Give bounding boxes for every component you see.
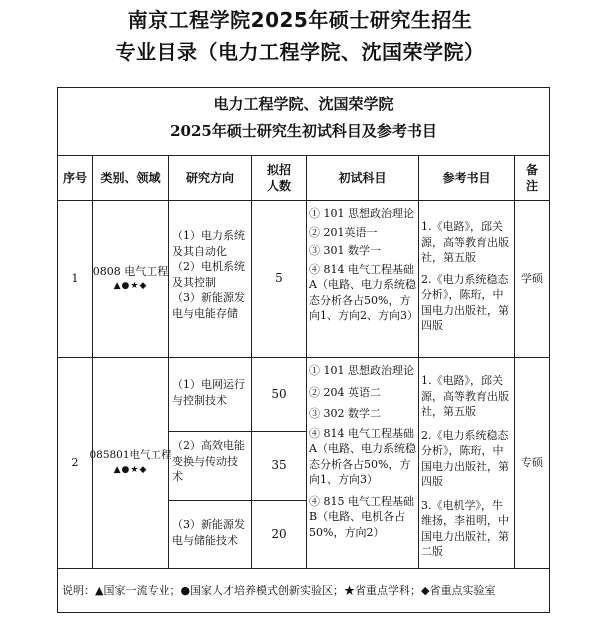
row2-exam-5: ④ 815 电气工程基础B（电路、电机各占50%，方向2）: [309, 494, 414, 539]
header-quota: [252, 156, 306, 200]
row2-seq: 2: [71, 456, 79, 470]
row2-category: [89, 358, 172, 568]
row2-book-1: 1.《电路》，邱关源，高等教育出版社，第五版: [421, 374, 509, 418]
row2-note: 专硕: [521, 456, 543, 470]
row2-exam-4: ④ 814 电气工程基础A（电路、电力系统稳态分析各占50%，方向1、方向3）: [309, 426, 416, 486]
row1-quota: 5: [275, 271, 283, 286]
header-direction: 研究方向: [185, 171, 234, 185]
row1-exams: [309, 206, 416, 324]
row2-category-symbols: ▲●★◆: [113, 465, 148, 475]
row1-direction-2: （2）电机系统及其控制: [172, 260, 245, 289]
row2-book-2: 2.《电力系统稳态分析》，陈珩，中国电力出版社，第四版: [421, 428, 509, 488]
table-heading-line1: 电力工程学院、沈国荣学院: [213, 95, 394, 113]
row1-direction-1: （1）电力系统及其自动化: [172, 229, 245, 258]
row2-exam-2: ② 204 英语二: [309, 385, 381, 399]
row1-note: 学硕: [521, 272, 543, 286]
header-books: 参考书目: [442, 171, 491, 185]
header-note: [515, 156, 549, 200]
row1-seq: 1: [71, 272, 79, 286]
header-note-line2: 注: [525, 179, 538, 193]
row1-book-2: 2.《电力系统稳态分析》，陈珩，中国电力出版社，第四版: [421, 272, 509, 332]
header-quota-line2: 人数: [266, 179, 291, 193]
header-category: 类别、领域: [100, 171, 161, 185]
row1-exam-2: ② 201英语一: [309, 225, 378, 239]
row2-quota-2: 35: [271, 458, 287, 473]
row1-exam-1: ① 101 思想政治理论: [309, 207, 414, 220]
header-quota-line1: 拟招: [266, 163, 291, 177]
col-line-5: [418, 155, 419, 568]
row1-category-symbols: ▲●★◆: [113, 281, 148, 291]
col-line-2: [168, 155, 169, 568]
row2-direction-1: （1）电网运行与控制技术: [172, 378, 245, 407]
row1-exam-4: ④ 814 电气工程基础A（电路、电力系统稳态分析各占50%，方向1、方向2、方向3）: [309, 262, 418, 322]
row1-direction-3: （3）新能源发电与电能存储: [172, 291, 245, 320]
row2-books: [421, 373, 512, 560]
row2-direction-3: （3）新能源发电与储能技术: [172, 518, 245, 547]
row1-exam-3: ③ 301 数学一: [309, 244, 381, 257]
row1-books: [421, 219, 512, 334]
row1-directions: [172, 228, 248, 321]
col-line-4: [306, 155, 307, 568]
page-title-line2: 专业目录（电力工程学院、沈国荣学院）: [115, 40, 485, 64]
row2-quota-1: 50: [271, 386, 287, 401]
row2-book-3: 3.《电机学》，牛维扬，李祖明，中国电力出版社，第二版: [421, 498, 509, 558]
row1-category-text: 0808 电气工程: [92, 264, 169, 278]
row2-quota-3: 20: [271, 526, 287, 541]
row2-direction-2: （2）高效电能变换与传动技术: [172, 439, 245, 483]
table-heading-line2: 2025年硕士研究生初试科目及参考书目: [170, 122, 437, 140]
legend-footnote: 说明：▲国家一流专业；●国家人才培养模式创新实验区；★省重点学科；◆省重点实验室: [62, 584, 496, 597]
row2-exam-3: ③ 302 数学二: [309, 407, 381, 420]
row2-exams: [309, 363, 416, 540]
page-title-line1: 南京工程学院2025年硕士研究生招生: [127, 8, 473, 32]
row1-book-1: 1.《电路》，邱关源，高等教育出版社，第五版: [421, 220, 509, 264]
header-exam: 初试科目: [338, 171, 387, 185]
header-seq: 序号: [62, 171, 87, 185]
footer-top-line: [57, 568, 550, 569]
row1-category: [93, 201, 168, 357]
row2-category-text: 085801电气工程: [89, 448, 172, 461]
header-note-line1: 备: [525, 163, 538, 177]
row2-exam-1: ① 101 思想政治理论: [309, 364, 414, 377]
